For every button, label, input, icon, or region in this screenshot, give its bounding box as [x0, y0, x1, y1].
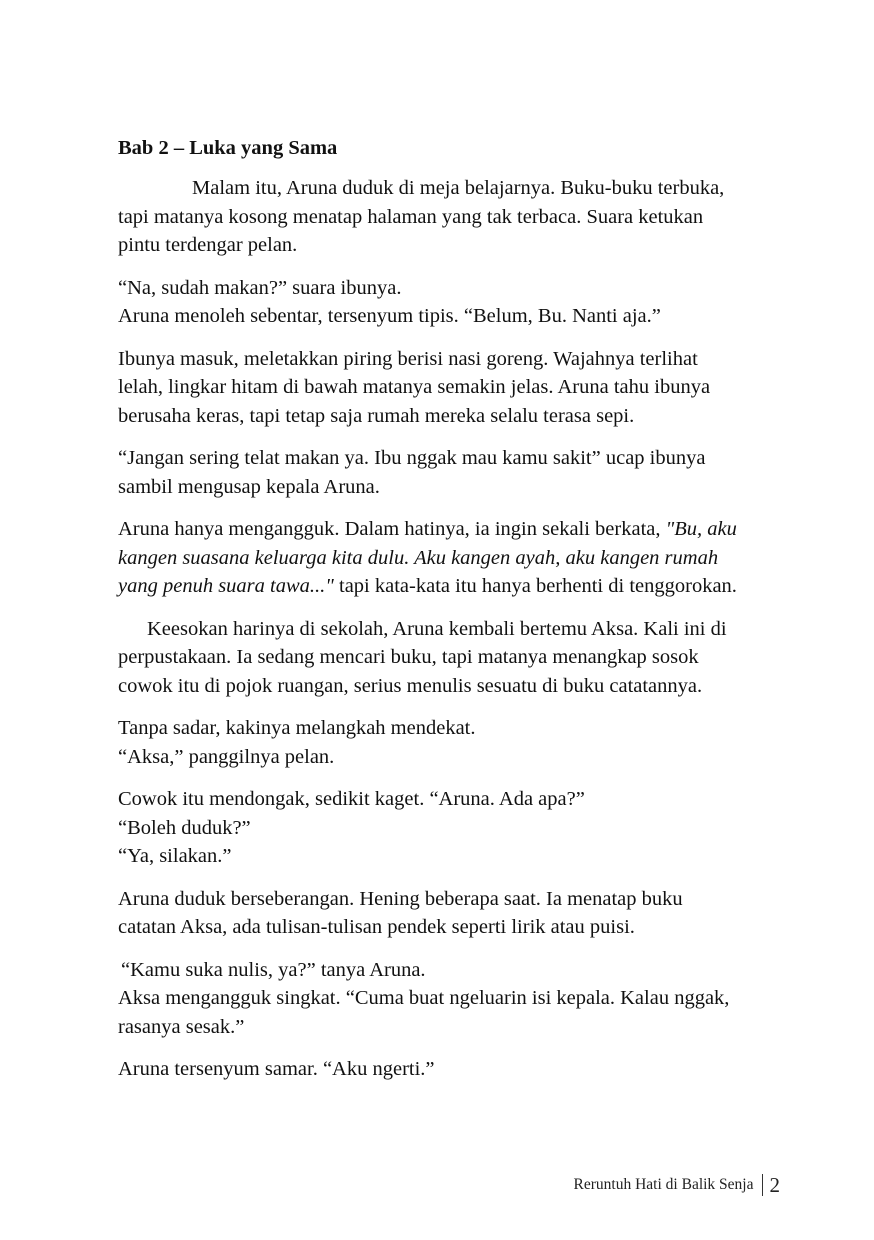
page-footer: [574, 1173, 780, 1197]
paragraph-11: [118, 1055, 818, 1084]
paragraph-8: [118, 785, 818, 871]
page-number: 2: [769, 1173, 780, 1197]
paragraph-line: Aksa mengangguk singkat. “Cuma buat ngeluarin isi kepala. Kalau nggak,: [118, 987, 730, 1009]
paragraph-line: “Na, sudah makan?” suara ibunya.: [118, 276, 402, 299]
paragraph-line: Malam itu, Aruna duduk di meja belajarnya. Buku-buku terbuka,: [192, 177, 725, 199]
italic-quote: "Bu, aku: [665, 518, 737, 540]
paragraph-line: sambil mengusap kepala Aruna.: [118, 475, 380, 498]
plain-text: tapi kata-kata itu hanya berhenti di tenggorokan.: [333, 575, 737, 597]
paragraph-line: cowok itu di pojok ruangan, serius menulis sesuatu di buku catatannya.: [118, 674, 703, 697]
plain-text: Aruna hanya mengangguk. Dalam hatinya, ia ingin sekali berkata,: [118, 518, 666, 540]
paragraph-line: Aruna tersenyum samar. “Aku ngerti.”: [118, 1058, 435, 1080]
paragraph-line: Keesokan harinya di sekolah, Aruna kembali bertemu Aksa. Kali ini di: [147, 617, 727, 640]
paragraph-line: lelah, lingkar hitam di bawah matanya semakin jelas. Aruna tahu ibunya: [118, 376, 711, 398]
paragraph-10: [118, 956, 818, 1042]
paragraph-line: rasanya sesak.”: [118, 1015, 245, 1038]
paragraph-line: Ibunya masuk, meletakkan piring berisi nasi goreng. Wajahnya terlihat: [118, 347, 698, 370]
footer-book-title: Reruntuh Hati di Balik Senja: [573, 1176, 754, 1193]
paragraph-line: [118, 572, 818, 601]
italic-quote: yang penuh suara tawa...": [118, 575, 334, 597]
chapter-title: Bab 2 – Luka yang Sama: [118, 137, 338, 159]
paragraph-line: Aruna duduk berseberangan. Hening beberapa saat. Ia menatap buku: [118, 887, 683, 910]
paragraph-1: [118, 174, 818, 260]
paragraph-3: [118, 345, 818, 431]
paragraph-5: [118, 515, 818, 601]
paragraph-line: “Aksa,” panggilnya pelan.: [118, 745, 335, 768]
paragraph-line: catatan Aksa, ada tulisan-tulisan pendek seperti lirik atau puisi.: [118, 916, 635, 938]
paragraph-line: “Boleh duduk?”: [118, 816, 251, 839]
paragraph-line: tapi matanya kosong menatap halaman yang tak terbaca. Suara ketukan: [118, 205, 704, 228]
paragraph-line: [118, 515, 818, 544]
paragraph-9: [118, 885, 818, 942]
paragraph-line: Cowok itu mendongak, sedikit kaget. “Aruna. Ada apa?”: [118, 788, 585, 810]
paragraph-line: pintu terdengar pelan.: [118, 234, 298, 256]
paragraph-6: [118, 615, 818, 701]
paragraph-line: “Ya, silakan.”: [118, 845, 232, 867]
paragraph-line: “Kamu suka nulis, ya?” tanya Aruna.: [121, 958, 426, 981]
paragraph-2: [118, 274, 818, 331]
paragraph-line: “Jangan sering telat makan ya. Ibu nggak mau kamu sakit” ucap ibunya: [118, 447, 706, 469]
paragraph-line: Aruna menoleh sebentar, tersenyum tipis. “Belum, Bu. Nanti aja.”: [118, 305, 661, 327]
paragraph-7: [118, 714, 818, 771]
paragraph-line: perpustakaan. Ia sedang mencari buku, tapi matanya menangkap sosok: [118, 646, 699, 668]
paragraph-line: berusaha keras, tapi tetap saja rumah mereka selalu terasa sepi.: [118, 404, 635, 427]
page-body: [118, 134, 818, 1098]
italic-quote: kangen suasana keluarga kita dulu. Aku kangen ayah, aku kangen rumah: [118, 546, 719, 569]
paragraph-line: Tanpa sadar, kakinya melangkah mendekat.: [118, 717, 476, 739]
footer-divider: [762, 1174, 763, 1196]
paragraph-4: [118, 444, 818, 501]
